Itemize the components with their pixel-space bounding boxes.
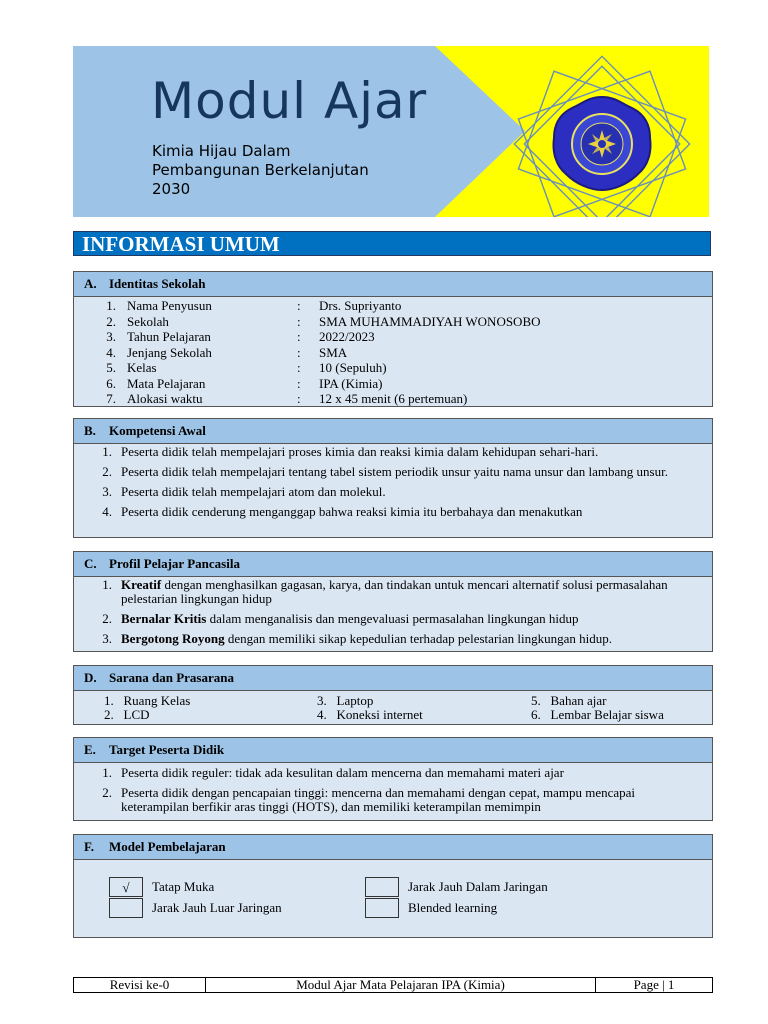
table-row: 4. Jenjang Sekolah : SMA xyxy=(106,344,348,360)
section-heading: F. Model Pembelajaran xyxy=(74,835,712,860)
list-item: 6. Lembar Belajar siswa xyxy=(531,707,664,722)
table-row: 7. Alokasi waktu : 12 x 45 menit (6 pertemuan) xyxy=(106,391,468,406)
section-identitas-sekolah xyxy=(73,271,713,407)
table-row: 3. Tahun Pelajaran : 2022/2023 xyxy=(106,329,375,344)
page-footer xyxy=(73,977,713,993)
list-item: 4. Koneksi internet xyxy=(317,707,423,722)
list-item: 3. Laptop xyxy=(317,693,374,708)
checkbox-tatap-muka[interactable]: √ xyxy=(109,877,143,897)
option-label: Jarak Jauh Luar Jaringan xyxy=(152,900,282,915)
table-row: 5. Kelas : 10 (Sepuluh) xyxy=(106,360,387,375)
list-item: 2. Peserta didik dengan pencapaian tinggi: mencerna dan memahami dengan cepat, mampu mencapai keterampilan berfikir aras tinggi (HOTS), dan memiliki keterampilan memimpin xyxy=(102,785,636,814)
info-header: INFORMASI UMUM xyxy=(73,231,711,256)
list-item: 2. LCD xyxy=(104,707,150,722)
list-item: 1. Kreatif dengan menghasilkan gagasan, karya, dan tindakan untuk mencari alternatif solusi permasalahan pelestarian lingkungan hidup xyxy=(102,577,668,606)
section-heading: E. Target Peserta Didik xyxy=(74,738,712,763)
section-heading: D. Sarana dan Prasarana xyxy=(74,666,712,691)
list-item: 1. Peserta didik telah mempelajari proses kimia dan reaksi kimia dalam kehidupan sehari-hari. xyxy=(102,444,599,459)
subtitle-line: Pembangunan Berkelanjutan xyxy=(152,161,369,179)
header-banner xyxy=(73,46,709,217)
list-item: 5. Bahan ajar xyxy=(531,693,607,708)
table-row: 6. Mata Pelajaran : IPA (Kimia) xyxy=(106,375,383,391)
section-heading: C. Profil Pelajar Pancasila xyxy=(74,552,712,577)
list-item: 1. Ruang Kelas xyxy=(104,693,191,708)
section-target-peserta xyxy=(73,737,713,821)
subtitle-line: Kimia Hijau Dalam xyxy=(152,142,291,160)
list-item: 3. Peserta didik telah mempelajari atom dan molekul. xyxy=(102,484,386,499)
section-heading: B. Kompetensi Awal xyxy=(74,419,712,444)
list-item: 4. Peserta didik cenderung menganggap bahwa reaksi kimia itu berbahaya dan menakutkan xyxy=(102,504,583,519)
section-sarana-prasarana xyxy=(73,665,713,725)
list-item: 1. Peserta didik reguler: tidak ada kesulitan dalam mencerna dan memahami materi ajar xyxy=(102,765,564,780)
option-label: Jarak Jauh Dalam Jaringan xyxy=(408,879,548,894)
document-subtitle xyxy=(152,142,452,199)
table-row: 2. Sekolah : SMA MUHAMMADIYAH WONOSOBO xyxy=(106,313,541,329)
subtitle-line: 2030 xyxy=(152,180,191,198)
list-item: 3. Bergotong Royong dengan memiliki sikap kepedulian terhadap pelestarian lingkungan hidup. xyxy=(102,631,613,646)
checkbox-blended[interactable] xyxy=(365,898,399,918)
checkbox-jarak-jauh-luar[interactable] xyxy=(109,898,143,918)
footer-title: Modul Ajar Mata Pelajaran IPA (Kimia) xyxy=(206,978,596,992)
footer-page-number: Page | 1 xyxy=(633,977,675,992)
table-row: 1. Nama Penyusun : Drs. Supriyanto xyxy=(106,298,402,313)
option-label: Tatap Muka xyxy=(152,879,215,894)
list-item: 2. Bernalar Kritis dalam menganalisis dan mengevaluasi permasalahan lingkungan hidup xyxy=(102,611,579,626)
list-item: 2. Peserta didik telah mempelajari tentang tabel sistem periodik unsur yaitu nama unsur dan lambang unsur. xyxy=(102,464,668,479)
section-heading: A. Identitas Sekolah xyxy=(74,272,712,297)
section-profil-pelajar xyxy=(73,551,713,652)
option-label: Blended learning xyxy=(408,900,498,915)
section-kompetensi-awal xyxy=(73,418,713,538)
document-title: Modul Ajar xyxy=(151,72,428,130)
section-model-pembelajaran xyxy=(73,834,713,938)
checkbox-jarak-jauh-dalam[interactable] xyxy=(365,877,399,897)
footer-revision: Revisi ke-0 xyxy=(74,978,206,992)
